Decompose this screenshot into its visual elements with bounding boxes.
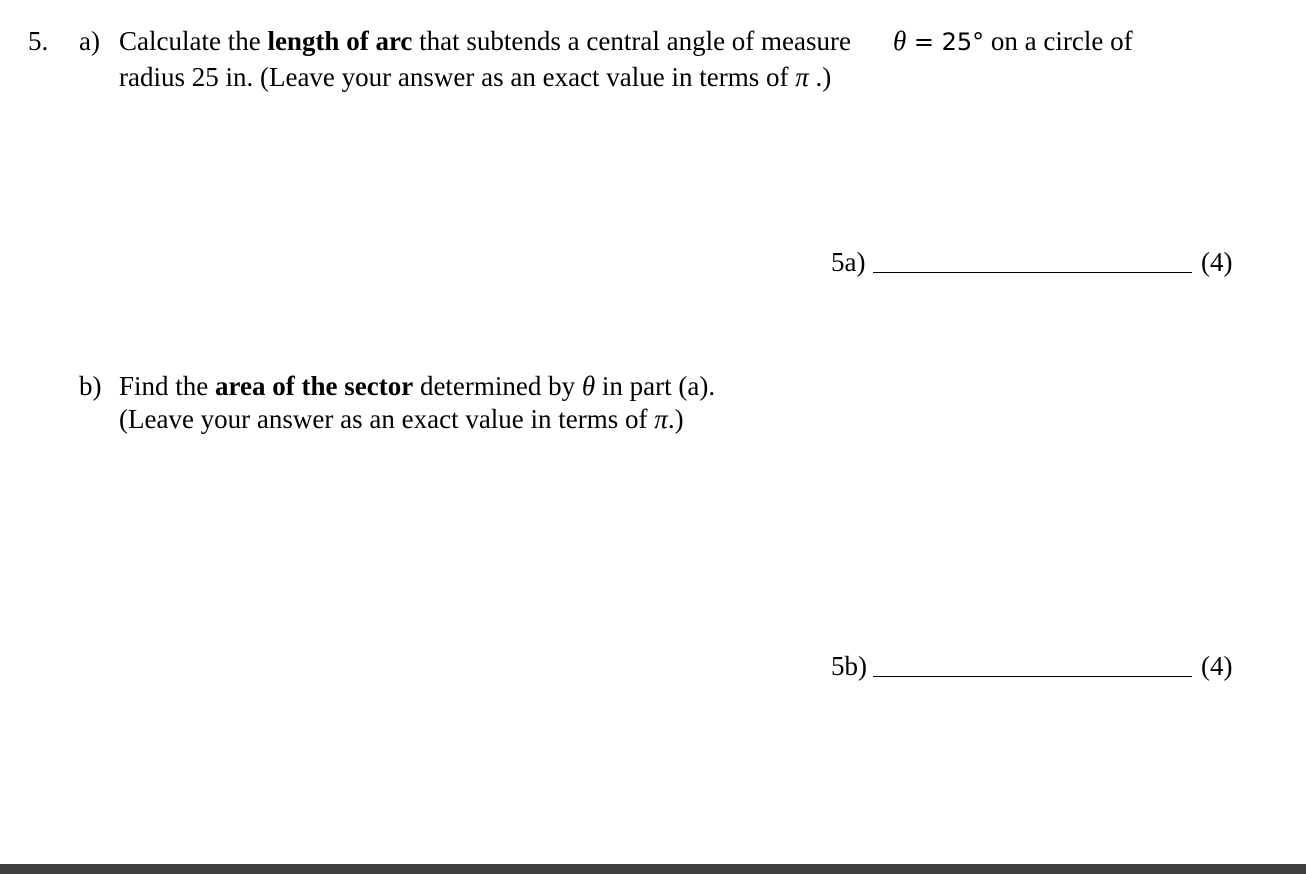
part-a-text: Calculate the (119, 26, 268, 56)
pi-symbol: π (795, 62, 809, 92)
theta-symbol: θ (581, 371, 596, 401)
part-b-text: Find the (119, 371, 216, 401)
answer-5a-label: 5a) (831, 247, 866, 277)
part-b-instruction-end: .) (667, 404, 684, 434)
bottom-scroll-bar (0, 864, 1306, 874)
part-a-bold-term: length of arc (267, 26, 413, 56)
answer-5a-line[interactable] (873, 272, 1192, 273)
part-b-text-end: in part (a). (595, 371, 716, 401)
part-a-angle (893, 24, 1133, 59)
part-b-line-2 (119, 402, 684, 436)
answer-5a-points: (4) (1201, 247, 1233, 277)
part-a-line-2 (119, 60, 831, 94)
part-a-text-end: on a circle of (984, 26, 1133, 56)
part-b-text-cont: determined by (413, 371, 582, 401)
part-b-bold-term: area of the sector (215, 371, 414, 401)
answer-5b-label: 5b) (831, 651, 867, 681)
part-b-instruction: (Leave your answer as an exact value in terms of (119, 404, 655, 434)
part-a-instruction: radius 25 in. (Leave your answer as an exact value in terms of (119, 62, 796, 92)
answer-5b-line[interactable] (873, 676, 1192, 677)
part-b-label: b) (79, 371, 102, 401)
part-a-line-1 (119, 24, 851, 58)
part-a-instruction-end: .) (808, 62, 832, 92)
angle-value: = 25° (906, 28, 985, 56)
question-number: 5. (28, 26, 49, 56)
pi-symbol: π (654, 404, 668, 434)
answer-5b-points: (4) (1201, 651, 1233, 681)
part-a-text-cont: that subtends a central angle of measure (412, 26, 852, 56)
part-b-line-1 (119, 369, 715, 403)
theta-symbol: θ (893, 26, 907, 56)
part-a-label: a) (79, 26, 100, 56)
